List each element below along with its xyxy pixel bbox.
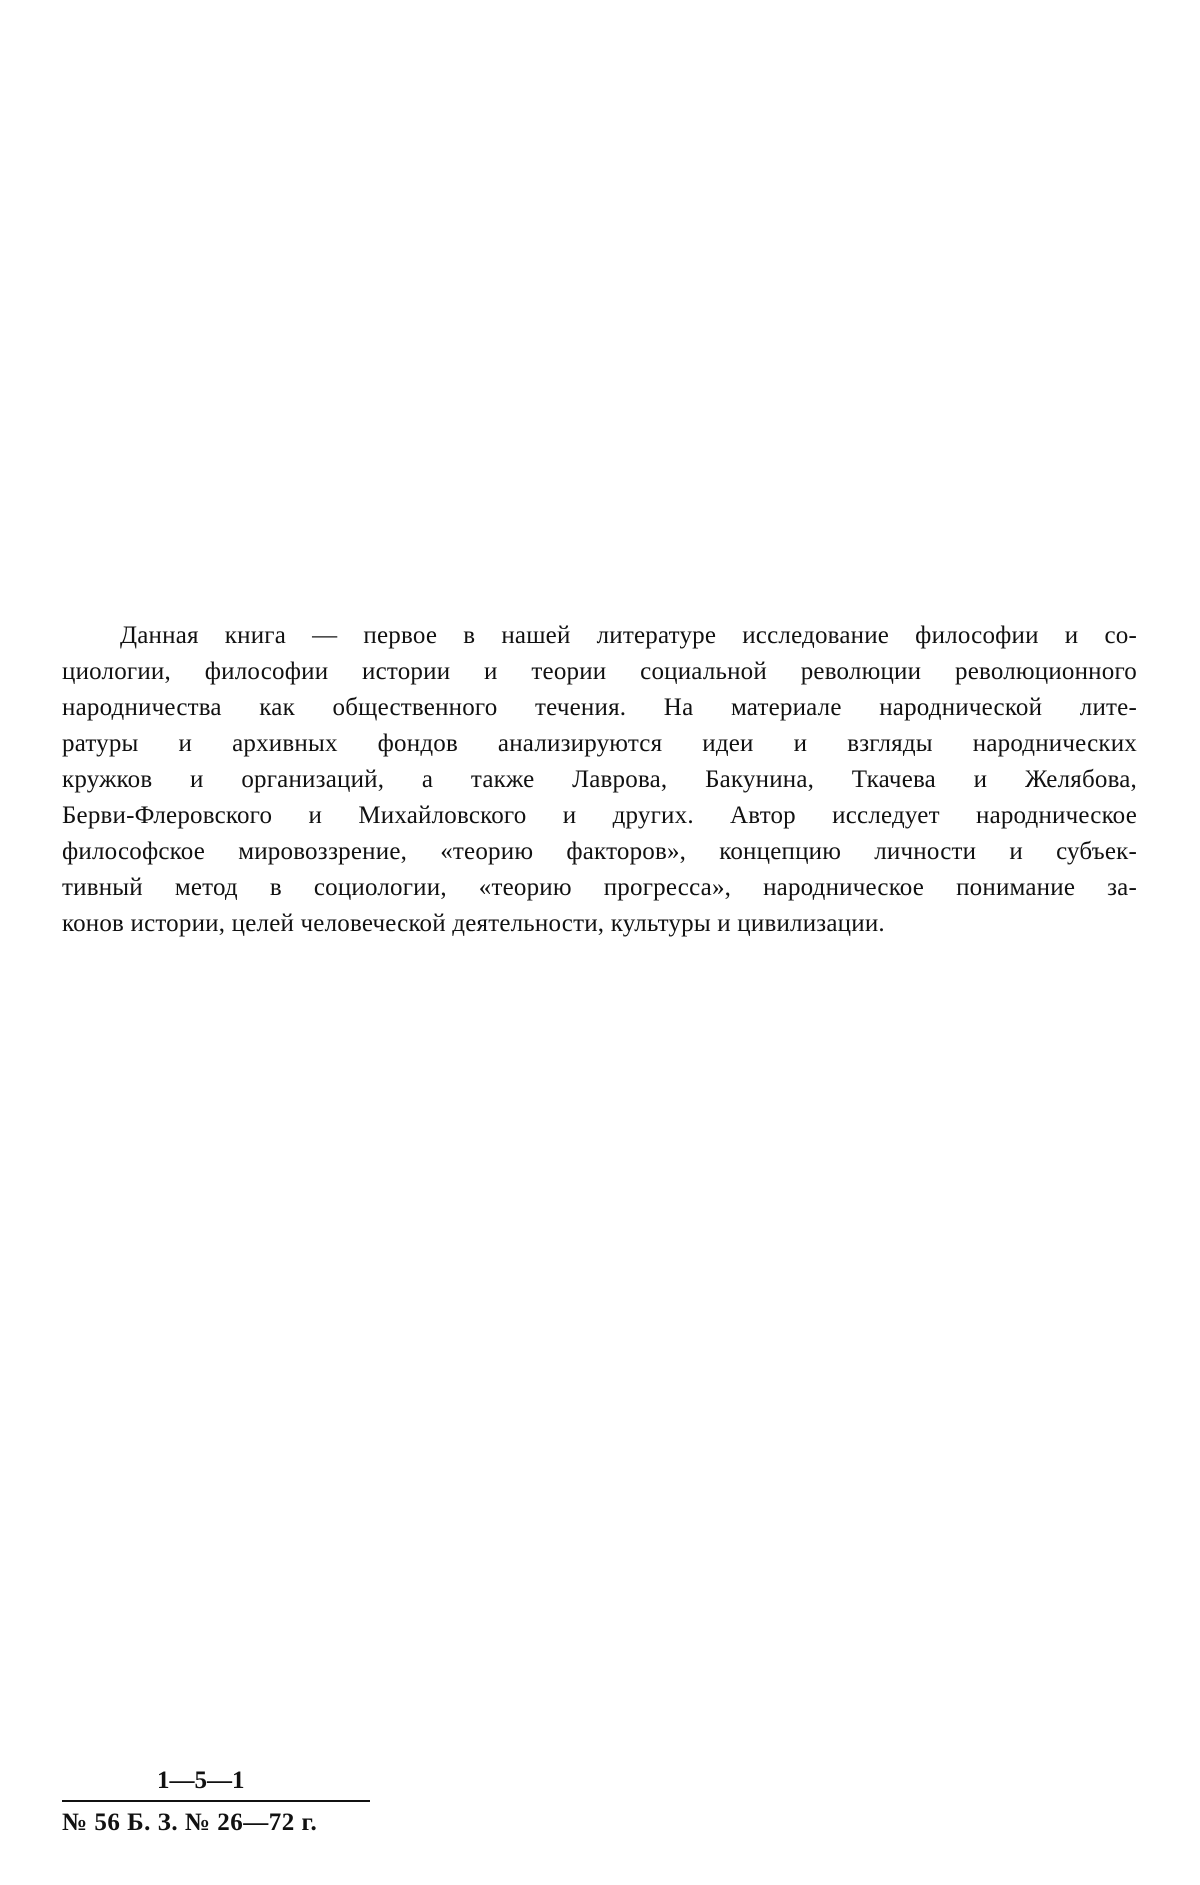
annotation-line: циологии, философии истории и теории социальной революции революционного (62, 658, 1137, 685)
publication-code (62, 1764, 382, 1840)
annotation-line: ратуры и архивных фондов анализируются идеи и взгляды народнических (62, 730, 1137, 757)
annotation-line: философское мировоззрение, «теорию факторов», концепцию личности и субъек- (62, 838, 1137, 865)
book-annotation (62, 618, 1137, 942)
publication-code-numerator: 1—5—1 (157, 1767, 245, 1794)
fraction-rule (62, 1800, 370, 1802)
annotation-line: Берви-Флеровского и Михайловского и других. Автор исследует народническое (62, 802, 1137, 829)
annotation-line: Данная книга — первое в нашей литературе исследование философии и со- (120, 622, 1137, 649)
publication-code-denominator: № 56 Б. З. № 26—72 г. (62, 1809, 318, 1836)
annotation-line: кружков и организаций, а также Лаврова, Бакунина, Ткачева и Желябова, (62, 766, 1137, 793)
annotation-line: конов истории, целей человеческой деятельности, культуры и цивилизации. (62, 910, 885, 937)
annotation-line: народничества как общественного течения. На материале народнической лите- (62, 694, 1137, 721)
annotation-line: тивный метод в социологии, «теорию прогресса», народническое понимание за- (62, 874, 1137, 901)
